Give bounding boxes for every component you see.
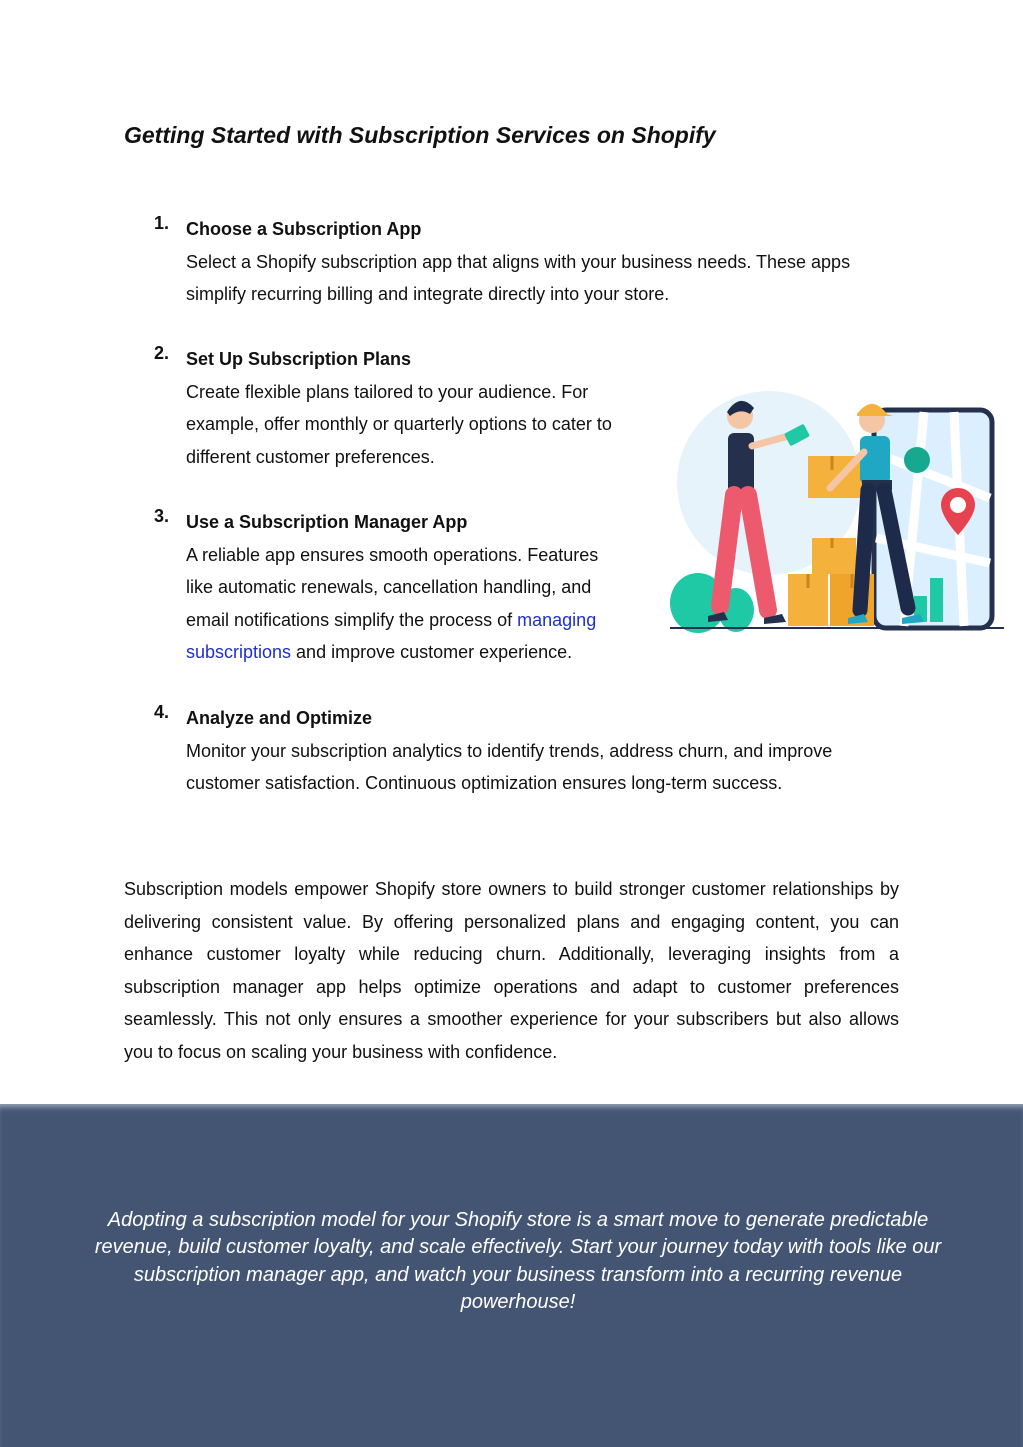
page-title: Getting Started with Subscription Services on Shopify <box>124 122 716 148</box>
step-text-line: like automatic renewals, cancellation handling, and <box>186 577 592 598</box>
step-text-line: different customer preferences. <box>186 446 435 467</box>
step-heading: Choose a Subscription App <box>186 219 422 239</box>
step-text-line: Monitor your subscription analytics to identify trends, address churn, and improve <box>186 740 833 761</box>
managing-subscriptions-link[interactable]: subscriptions <box>186 642 292 663</box>
step-text-line <box>186 604 598 637</box>
managing-subscriptions-link[interactable]: managing <box>517 609 597 630</box>
step-text-line: Create flexible plans tailored to your audience. For <box>186 381 589 402</box>
step-text-line: A reliable app ensures smooth operations. Features <box>186 544 599 565</box>
step-text-line: example, offer monthly or quarterly options to cater to <box>186 414 612 435</box>
step-number: 4. <box>154 702 170 722</box>
step-text-line: Select a Shopify subscription app that aligns with your business needs. These apps <box>186 251 851 272</box>
delivery-illustration <box>664 348 1014 648</box>
step-text-line <box>186 636 598 669</box>
step-heading: Analyze and Optimize <box>186 708 373 728</box>
footer-text: Adopting a subscription model for your Shopify store is a smart move to generate predictable revenue, build customer loyalty, and scale effectively. Start your journey today with tools like our subscription manager app, and watch your business transform into a recurring revenue powerhouse! <box>94 1209 942 1314</box>
step-heading: Set Up Subscription Plans <box>186 349 412 369</box>
summary-paragraph: Subscription models empower Shopify store owners to build stronger customer relationships by delivering consistent value. By offering personalized plans and engaging content, you can enhance customer loyalty while reducing churn. Additionally, leveraging insights from a subscription manager app helps optimize operations and adapt to customer preferences seamlessly. This not only ensures a smoother experience for your subscribers but also allows you to focus on scaling your business with confidence. <box>124 879 899 1062</box>
step-number: 3. <box>154 506 170 526</box>
step-number: 1. <box>154 213 170 233</box>
footer-banner <box>0 1104 1023 1447</box>
step-number: 2. <box>154 343 170 363</box>
step-text-segment: and improve customer experience. <box>291 642 573 663</box>
step-text-segment: email notifications simplify the process of <box>186 609 518 630</box>
step-heading: Use a Subscription Manager App <box>186 512 468 532</box>
step-text-line: simplify recurring billing and integrate directly into your store. <box>186 284 670 305</box>
step-text-line: customer satisfaction. Continuous optimization ensures long-term success. <box>186 773 783 794</box>
